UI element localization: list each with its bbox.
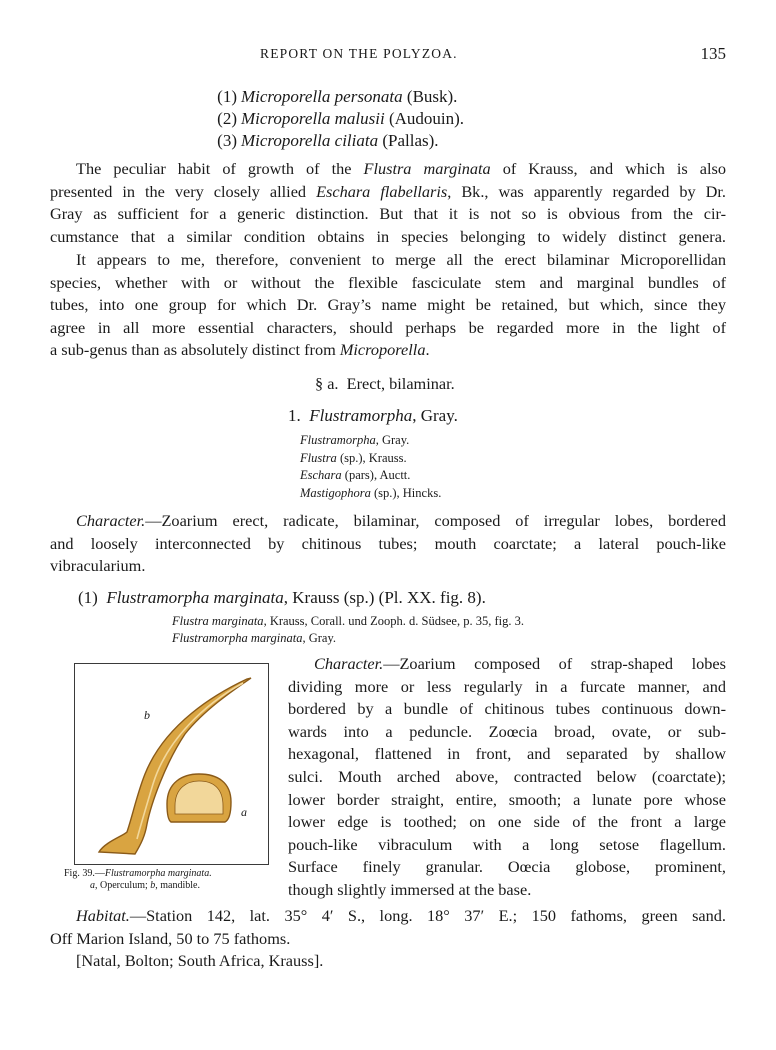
synonymy-list [300, 432, 441, 502]
synonym-entry: Flustra (sp.), Krauss. [300, 450, 407, 465]
species-heading: (1) Flustramorpha marginata, Krauss (sp.) (Pl. XX. fig. 8). [78, 588, 486, 607]
habitat: Habitat.—Station 142, lat. 35° 4′ S., long. 18° 37′ E.; 150 fathoms, green sand. Off Marion Island, 50 to 75 fathoms. [Natal, Bolton; South Africa, Krauss]. [50, 906, 726, 971]
figure-39 [74, 663, 269, 865]
paragraph-1: The peculiar habit of growth of the Flustra marginata of Krauss, and which is also presented in the very closely allied Eschara flabellaris, Bk., was apparently regarded by Dr. Gray as sufficient for a generic distinction. But that it is not so is obvious from the cir- cumstance that a similar condition obtains in species belonging to widely distinct genera. [50, 159, 726, 246]
paragraph-2: It appears to me, therefore, convenient to merge all the erect bilaminar Microporellidan species, whether with or without the flexible fasciculate stem and marginal bundles of tubes, into one group for which Dr. Gray’s name might be retained, but which, since they agree in all more essential characters, should perhaps be regarded more in the light of a sub-genus than as absolutely distinct from Microporella. [50, 250, 726, 360]
page-number: 135 [700, 44, 726, 63]
synonym-entry: Eschara (pars), Auctt. [300, 468, 411, 482]
genus-heading: 1. Flustramorpha, Gray. [288, 406, 458, 425]
section-heading: § a. Erect, bilaminar. [315, 374, 455, 393]
synonym-entry: Flustramorpha marginata, Gray. [172, 631, 337, 645]
running-title: REPORT ON THE POLYZOA. [260, 46, 458, 61]
list-genus: Microporella [241, 109, 331, 128]
mandible-operculum-illustration [75, 664, 268, 864]
mandible-shape [99, 678, 251, 854]
figure-label-b: b [144, 708, 150, 722]
synonym-entry: Flustramorpha, Gray. [300, 433, 410, 447]
list-genus: Microporella [241, 131, 331, 150]
species-list-item: (1) Microporella personata (Busk). [217, 87, 458, 106]
list-epithet: personata [334, 87, 403, 106]
figure-label-a: a [241, 805, 247, 819]
species-synonymy [172, 613, 524, 647]
list-epithet: malusii [334, 109, 385, 128]
list-epithet: ciliata [334, 131, 379, 150]
genus-character: Character.—Zoarium erect, radicate, bilaminar, composed of irregular lobes, bordered and loosely interconnected by chitinous tubes; mouth coarctate; a lateral pouch-like vibracularium. [50, 511, 726, 576]
species-list-item: (3) Microporella ciliata (Pallas). [217, 131, 439, 150]
species-character: Character.—Zoarium composed of strap-shaped lobes dividing more or less regularly in a furcate manner, and bordered by a bundle of chitinous tubes continuous down- wards into a peduncle. Zoœcia broad, ovate, or sub- hexagonal, flattened in front, and separated by shallow sulci. Mouth arched above, contracted below (coarctate); lower border straight, entire, smooth; a lunate pore whose lower edge is toothed; on one side of the front a large pouch-like vibraculum with a long setose flagellum. Surface finely granular. Oœcia globose, prominent, though slightly immersed at the base. [288, 654, 726, 899]
list-genus: Microporella [241, 87, 331, 106]
species-list-item: (2) Microporella malusii (Audouin). [217, 109, 465, 128]
figure-caption: Fig. 39.—Flustramorpha marginata. a, Operculum; b, mandible. [64, 868, 212, 891]
synonym-entry: Mastigophora (sp.), Hincks. [300, 485, 442, 500]
synonym-entry: Flustra marginata, Krauss, Corall. und Zooph. d. Südsee, p. 35, fig. 3. [172, 614, 524, 628]
